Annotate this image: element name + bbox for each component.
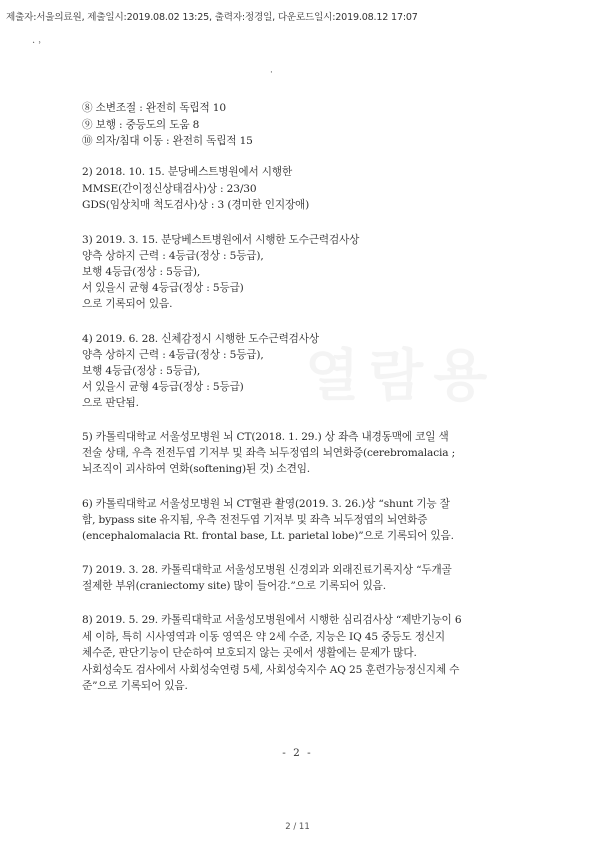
text-line: 2) 2018. 10. 15. 분당베스트병원에서 시행한: [82, 166, 293, 178]
text-line: 전술 상태, 우측 전전두엽 기저부 및 좌측 뇌두정엽의 뇌연화증(cerebromalacia ;: [82, 447, 456, 459]
text-line: 으로 기록되어 있음.: [82, 298, 173, 310]
text-line: 보행 4등급(정상 : 5등급),: [82, 266, 201, 278]
text-line: 양측 상하지 근력 : 4등급(정상 : 5등급),: [82, 349, 264, 361]
text-line: 절제한 부위(craniectomy site) 많이 들어감.”으로 기록되어 있음.: [82, 580, 386, 592]
text-line: 양측 상하지 근력 : 4등급(정상 : 5등급),: [82, 250, 264, 262]
text-line: ⑨ 보행 : 중등도의 도움 8: [82, 119, 200, 131]
text-line: ⑩ 의자/침대 이동 : 완전히 독립적 15: [82, 135, 253, 147]
text-line: 서 있을시 균형 4등급(정상 : 5등급): [82, 381, 244, 393]
text-line: 사회성숙도 검사에서 사회성숙연령 5세, 사회성숙지수 AQ 25 훈련가능정신지체 수: [82, 664, 460, 676]
text-line: 체수준, 판단기능이 단순하여 보호되지 않는 곳에서 생활에는 문제가 많다.: [82, 647, 417, 659]
text-line: 5) 카톨릭대학교 서울성모병원 뇌 CT(2018. 1. 29.) 상 좌측 내경동맥에 코일 색: [82, 431, 449, 443]
text-line: 보행 4등급(정상 : 5등급),: [82, 365, 201, 377]
page-counter: 2 / 11: [285, 822, 310, 832]
scan-specks: · ˒: [32, 38, 42, 49]
text-line: 3) 2019. 3. 15. 분당베스트병원에서 시행한 도수근력검사상: [82, 234, 360, 246]
text-line: 뇌조직이 괴사하여 연화(softening)된 것) 소견임.: [82, 463, 311, 475]
watermark: [305, 332, 497, 412]
scan-dot: ·: [270, 68, 273, 78]
text-line: 함, bypass site 유지됨, 우측 전전두엽 기저부 및 좌측 뇌두정엽의 뇌연화증: [82, 514, 428, 526]
text-line: 6) 카톨릭대학교 서울성모병원 뇌 CT혈관 촬영(2019. 3. 26.)상 “shunt 기능 잘: [82, 498, 450, 510]
text-line: 으로 판단됨.: [82, 397, 139, 409]
text-line: 7) 2019. 3. 28. 카톨릭대학교 서울성모병원 신경외과 외래진료기록지상 “두개골: [82, 564, 452, 576]
text-line: 세 이하, 특히 시사영역과 이동 영역은 약 2세 수준, 지능은 IQ 45 중등도 정신지: [82, 631, 445, 643]
page-number: - 2 -: [282, 747, 313, 759]
text-line: MMSE(간이정신상태검사)상 : 23/30: [82, 183, 257, 195]
text-line: (encephalomalacia Rt. frontal base, Lt. parietal lobe)”으로 기록되어 있음.: [82, 530, 454, 542]
submission-header: 제출자:서울의료원, 제출일시:2019.08.02 13:25, 출력자:정경일, 다운로드일시:2019.08.12 17:07: [6, 12, 418, 23]
text-line: GDS(임상치매 척도검사)상 : 3 (경미한 인지장애): [82, 199, 310, 211]
text-line: 서 있을시 균형 4등급(정상 : 5등급): [82, 282, 244, 294]
text-line: ⑧ 소변조절 : 완전히 독립적 10: [82, 102, 226, 114]
text-line: 8) 2019. 5. 29. 카톨릭대학교 서울성모병원에서 시행한 심리검사상 “제반기능이 6: [82, 614, 462, 626]
text-line: 4) 2019. 6. 28. 신체감정시 시행한 도수근력검사상: [82, 333, 319, 345]
text-line: 준”으로 기록되어 있음.: [82, 680, 188, 692]
